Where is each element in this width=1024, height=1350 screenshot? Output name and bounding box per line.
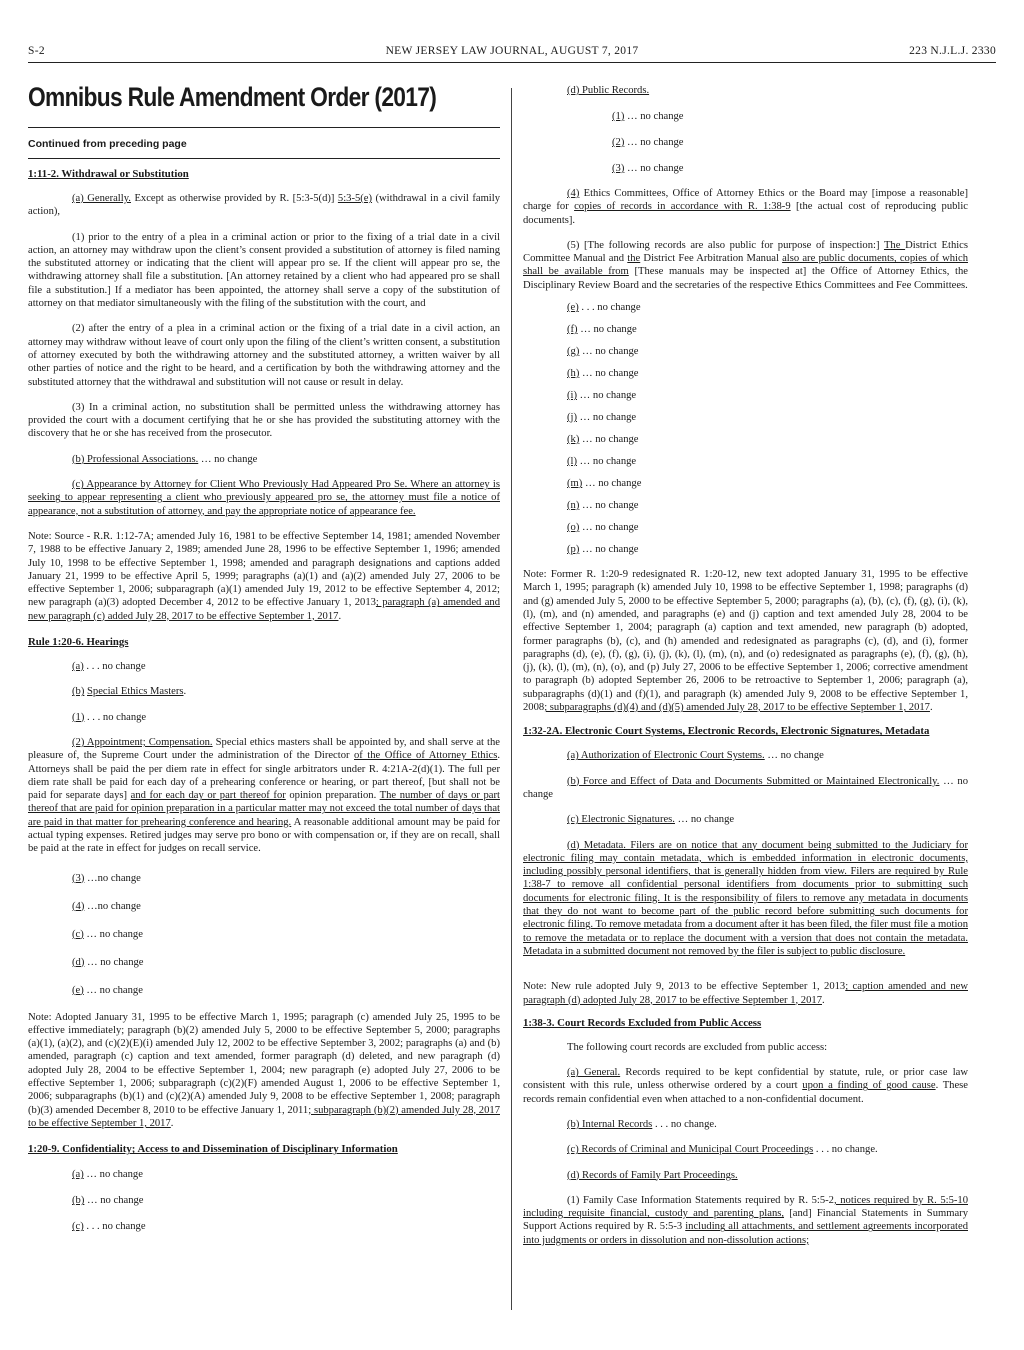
item-1-20-6-b: (b) Special Ethics Masters. [72, 686, 187, 698]
paragraph-appointment-compensation: (2) Appointment; Compensation. Special ethics masters shall be appointed by, and shall serve at the pleasure of, the Supreme Court under the administration of the Director of the Office of Attorney Ethics. Attorneys shall be paid the per diem rate in effect for single arbitrators under R. 4:21A-2(d)(1). The full per diem rate shall be paid for each day of a prehearing conference or hearing, or part thereof, [but shall not be paid for separate days] and for each day or part thereof for opinion preparation. The number of days or part thereof that are paid for opinion preparation in a particular matter may not exceed the total number of days that are paid in that matter for prehearing conference and hearing. A reasonable additional amount may be paid for actual typing expenses. Retired judges may serve pro bono or with compensation or, if they are on recall, shall be paid at the rate in effect for judges on recall service. [28, 736, 501, 855]
header-rule [28, 62, 996, 63]
item-1-32-2a-c: (c) Electronic Signatures. … no change [567, 814, 735, 826]
running-header [28, 45, 996, 63]
paragraph-d4: (4) Ethics Committees, Office of Attorney Ethics or the Board may [impose a reasonable] charge for copies of records in accordance with R. 1:38-9 [the actual cost of reproducing public documents]. [523, 188, 968, 226]
item-1-20-6-e: (e) … no change [72, 984, 143, 996]
section-heading-1-11-2: 1:11-2. Withdrawal or Substitution [28, 168, 189, 180]
paragraph-withdrawal-1: (1) prior to the entry of a plea in a criminal action or prior to the fixing of a trial date in a civil action, an attorney may withdraw upon the client’s consent provided a substitution of attorney is filed naming the substituted attorney or indicating that the client will appear pro se. If the client will appear pro se, the withdrawing attorney shall file a substitution. [An attorney retained by a client who had appeared pro se shall file a substitution.] If a mediator has been appointed, the attorney shall serve a copy of the substitution of attorney on that mediator simultaneously with the filing of the substitution with the court, and [28, 231, 500, 310]
item-internal-records: (b) Internal Records . . . no change. [567, 1118, 717, 1130]
item-i: (i) … no change [567, 390, 637, 402]
section-heading-1-38-3: 1:38-3. Court Records Excluded from Public Access [523, 1016, 762, 1029]
item-family-part: (d) Records of Family Part Proceedings. [567, 1169, 738, 1181]
public-records-heading: (d) Public Records. [567, 85, 650, 96]
item-p: (p) … no change [567, 544, 639, 556]
title-wrap [28, 82, 500, 124]
section-heading-1-20-6: Rule 1:20-6. Hearings [28, 636, 129, 649]
right-column [523, 84, 968, 1247]
journal-issue: NEW JERSEY LAW JOURNAL, AUGUST 7, 2017 [385, 45, 639, 57]
item-1-20-9-b: (b) … no change [72, 1195, 144, 1207]
item-h: (h) … no change [567, 368, 639, 380]
continued-note: Continued from preceding page [28, 138, 187, 150]
item-e: (e) . . . no change [567, 302, 641, 314]
item-l: (l) … no change [567, 456, 637, 468]
paragraph-withdrawal-3: (3) In a criminal action, no substitution shall be permitted unless the withdrawing attorney has provided the court with a document certifying that he or she has provided the substituting attorney with the discovery that he or she has received from the prosecutor. [28, 401, 500, 440]
item-1-20-6-b4: (4) …no change [72, 900, 141, 912]
note-1-32-2a: Note: New rule adopted July 9, 2013 to be effective September 1, 2013; caption amended and new paragraph (d) adopted July 28, 2017 to be effective September 1, 2017. [523, 981, 968, 1006]
paragraph-professional-associations: (b) Professional Associations. … no change [72, 453, 258, 465]
note-1-11-2: Note: Source - R.R. 1:12-7A; amended July 16, 1981 to be effective September 14, 1981; amended November 7, 1988 to be effective January 2, 1989; amended June 28, 1996 to be effective September 1, 1996; amended July 10, 1998 to be effective September 1, 1998; amended and paragraph designations and captions added January 21, 1999 to be effective April 5, 1999; paragraphs (a)(1) and (a)(2) amended July 27, 2006 to be effective September 1, 2006; subparagraph (a)(1) amended July 19, 2012 to be effective September 4, 2012; new paragraph (a)(3) adopted December 4, 2012 to be effective January 1, 2013; paragraph (a) amended and new paragraph (c) added July 28, 2017 to be effective September 1, 2017. [28, 530, 500, 622]
paragraph-metadata: (d) Metadata. Filers are on notice that any document being submitted to the Judiciary for electronic filing may contain metadata, which is embedded information in electronic documents, including possibly personal identifiers, that is generally hidden from view. Filers are required by Rule 1:38-7 to remove all confidential personal identifiers from documents prior to submitting such documents for electronic filing. It is the responsibility of filers to remove any metadata in documents that they do not want to become part of the public record before submitting such documents for electronic filing. To remove metadata from a document after it has been filed, the filer must file a motion to remove the metadata or to replace the document with a version that does not contain the metadata. Metadata in a submitted document not removed by the filer is subject to public disclosure. [523, 839, 968, 957]
item-1-20-6-a: (a) . . . no change [72, 661, 146, 673]
item-1-20-6-b1: (1) . . . no change [72, 711, 147, 723]
item-1-20-9-c: (c) . . . no change [72, 1221, 146, 1233]
item-k: (k) … no change [567, 434, 639, 446]
item-1-32-2a-b: (b) Force and Effect of Data and Documents Submitted or Maintained Electronically. … no change [523, 775, 969, 800]
paragraph-d5: (5) [The following records are also public for purpose of inspection:] The District Ethics Committee Manual and the District Fee Arbitration Manual also are public documents, copies of which shall be available from [These manuals may be inspected at] the Office of Attorney Ethics, the Disciplinary Review Board and the secretaries of the respective Ethics Committees and Fee Committees. [523, 239, 969, 291]
item-n: (n) … no change [567, 500, 639, 512]
item-1-20-6-b3: (3) …no change [72, 872, 141, 884]
item-1-20-9-a: (a) … no change [72, 1169, 143, 1181]
item-d1: (1) … no change [612, 111, 684, 122]
item-m: (m) … no change [567, 478, 642, 490]
column-divider [511, 88, 512, 1310]
item-1-20-6-d: (d) … no change [72, 956, 144, 968]
paragraph-general: (a) General. Records required to be kept confidential by statute, rule, or prior case law consistent with this rule, unless otherwise ordered by a court upon a finding of good cause. These records remain confidential even when attached to a non-confidential document. [523, 1067, 968, 1105]
item-f: (f) … no change [567, 324, 637, 336]
item-j: (j) … no change [567, 412, 637, 424]
paragraph-excluded-intro: The following court records are excluded from public access: [567, 1041, 828, 1053]
paragraph-family-case-info: (1) Family Case Information Statements required by R. 5:5-2, notices required by R. 5:5-10 including requisite financial, custody and parenting plans, [and] Financial Statements in Summary Support Actions required by R. 5:5-3 including all attachments, and settlement agreements incorporated into judgments or orders in dissolution and non-dissolution actions; [523, 1194, 968, 1246]
item-1-32-2a-a: (a) Authorization of Electronic Court Systems. … no change [567, 750, 824, 762]
left-column [28, 82, 500, 1233]
paragraph-appearance-pro-se: (c) Appearance by Attorney for Client Who Previously Had Appeared Pro Se. Where an attorney is seeking to appear representing a client who previously appeared pro se, the attorney must file a notice of appearance, not a substitution of attorney, and pay the appropriate notice of appearance fee. [28, 479, 500, 517]
page-number: S-2 [28, 45, 45, 57]
article-title: Omnibus Rule Amendment Order (2017) [28, 82, 437, 112]
citation: 223 N.J.L.J. 2330 [909, 45, 996, 57]
item-d2: (2) … no change [612, 137, 684, 148]
section-heading-1-20-9: 1:20-9. Confidentiality; Access to and Dissemination of Disciplinary Information [28, 1143, 398, 1156]
paragraph-withdrawal-generally: (a) Generally. Except as otherwise provided by R. [5:3-5(d)] 5:3-5(e) (withdrawal in a civil family action), [28, 193, 500, 218]
section-heading-1-32-2a: 1:32-2A. Electronic Court Systems, Electronic Records, Electronic Signatures, Metadata [523, 725, 930, 738]
title-rule [28, 127, 500, 128]
item-1-20-6-c: (c) … no change [72, 928, 143, 940]
note-1-20-9: Note: Former R. 1:20-9 redesignated R. 1:20-12, new text adopted January 31, 1995 to be effective March 1, 1995; paragraph (k) amended July 10, 1998 to be effective September 1, 1998; paragraphs (d) and (g) amended July 5, 2000 to be effective September 5, 2000; paragraphs (a), (b), (c), (f), (g), (i), (k), (l), (m), and (n) amended, and paragraphs (e) and (j) caption and text amended July 28, 2004 to be effective September 1, 2004; paragraph (a) caption and text amended, new paragraph (b) adopted, former paragraphs (b), (c), and (h) amended and redesignated as paragraphs (c), (d), and (i), former paragraphs (d), (e), (f), (g), (i), (j), (k), (l), (m), (n), and (o) redesignated as paragraphs (e), (f), (g), (h), (j), (k), (l), (m), (n), (o), and (p) July 27, 2006 to be effective September 1, 2006; corrective amendment to paragraph (b) adopted September 26, 2006 to be retroactive to September 1, 2006; paragraph (a), subparagraphs (d)(1) and (f)(1), and paragraph (k) amended July 9, 2008 to be effective September 1, 2008; subparagraphs (d)(4) and (d)(5) amended July 28, 2017 to be effective September 1, 2017. [523, 569, 968, 714]
paragraph-withdrawal-2: (2) after the entry of a plea in a criminal action or the fixing of a trial date in a civil action, an attorney may withdraw without leave of court only upon the filing of the client’s written consent, a substitution of attorney executed by both the withdrawing attorney and the substituted attorney, a written waiver by all other parties of notice and the right to be heard, and a certification by both the withdrawing attorney and the substituted attorney that the withdrawal and substitution will not cause or result in delay. [28, 323, 500, 388]
item-o: (o) … no change [567, 522, 639, 534]
item-d3: (3) … no change [612, 163, 684, 174]
note-1-20-6: Note: Adopted January 31, 1995 to be effective March 1, 1995; paragraph (c) amended July 25, 1995 to be effective immediately; paragraph (b)(2) amended July 5, 2000 to be effective September 5, 2000; paragraphs (a)(1), (a)(2), and (c)(2)(E)(i) amended July 12, 2002 to be effective September 3, 2002; paragraphs (a) and (b) amended, paragraph (c) caption and text amended, former paragraph (d) deleted, and new paragraph (d) adopted July 28, 2004 to be effective September 1, 2004; new paragraph (e) adopted July 27, 2006 to be effective September 1, 2006; subparagraph (c)(2)(F) amended August 1, 2006 to be effective September 1, 2006; subparagraphs (b)(1) and (c)(2)(A) amended July 9, 2008 to be effective September 1, 2008; paragraph (b)(3) amended December 8, 2010 to be effective January 1, 2011; subparagraph (b)(2) amended July 28, 2017 to be effective September 1, 2017. [28, 1011, 500, 1129]
item-criminal-municipal: (c) Records of Criminal and Municipal Court Proceedings . . . no change. [567, 1144, 878, 1156]
item-g: (g) … no change [567, 346, 639, 358]
continued-rule [28, 158, 500, 159]
